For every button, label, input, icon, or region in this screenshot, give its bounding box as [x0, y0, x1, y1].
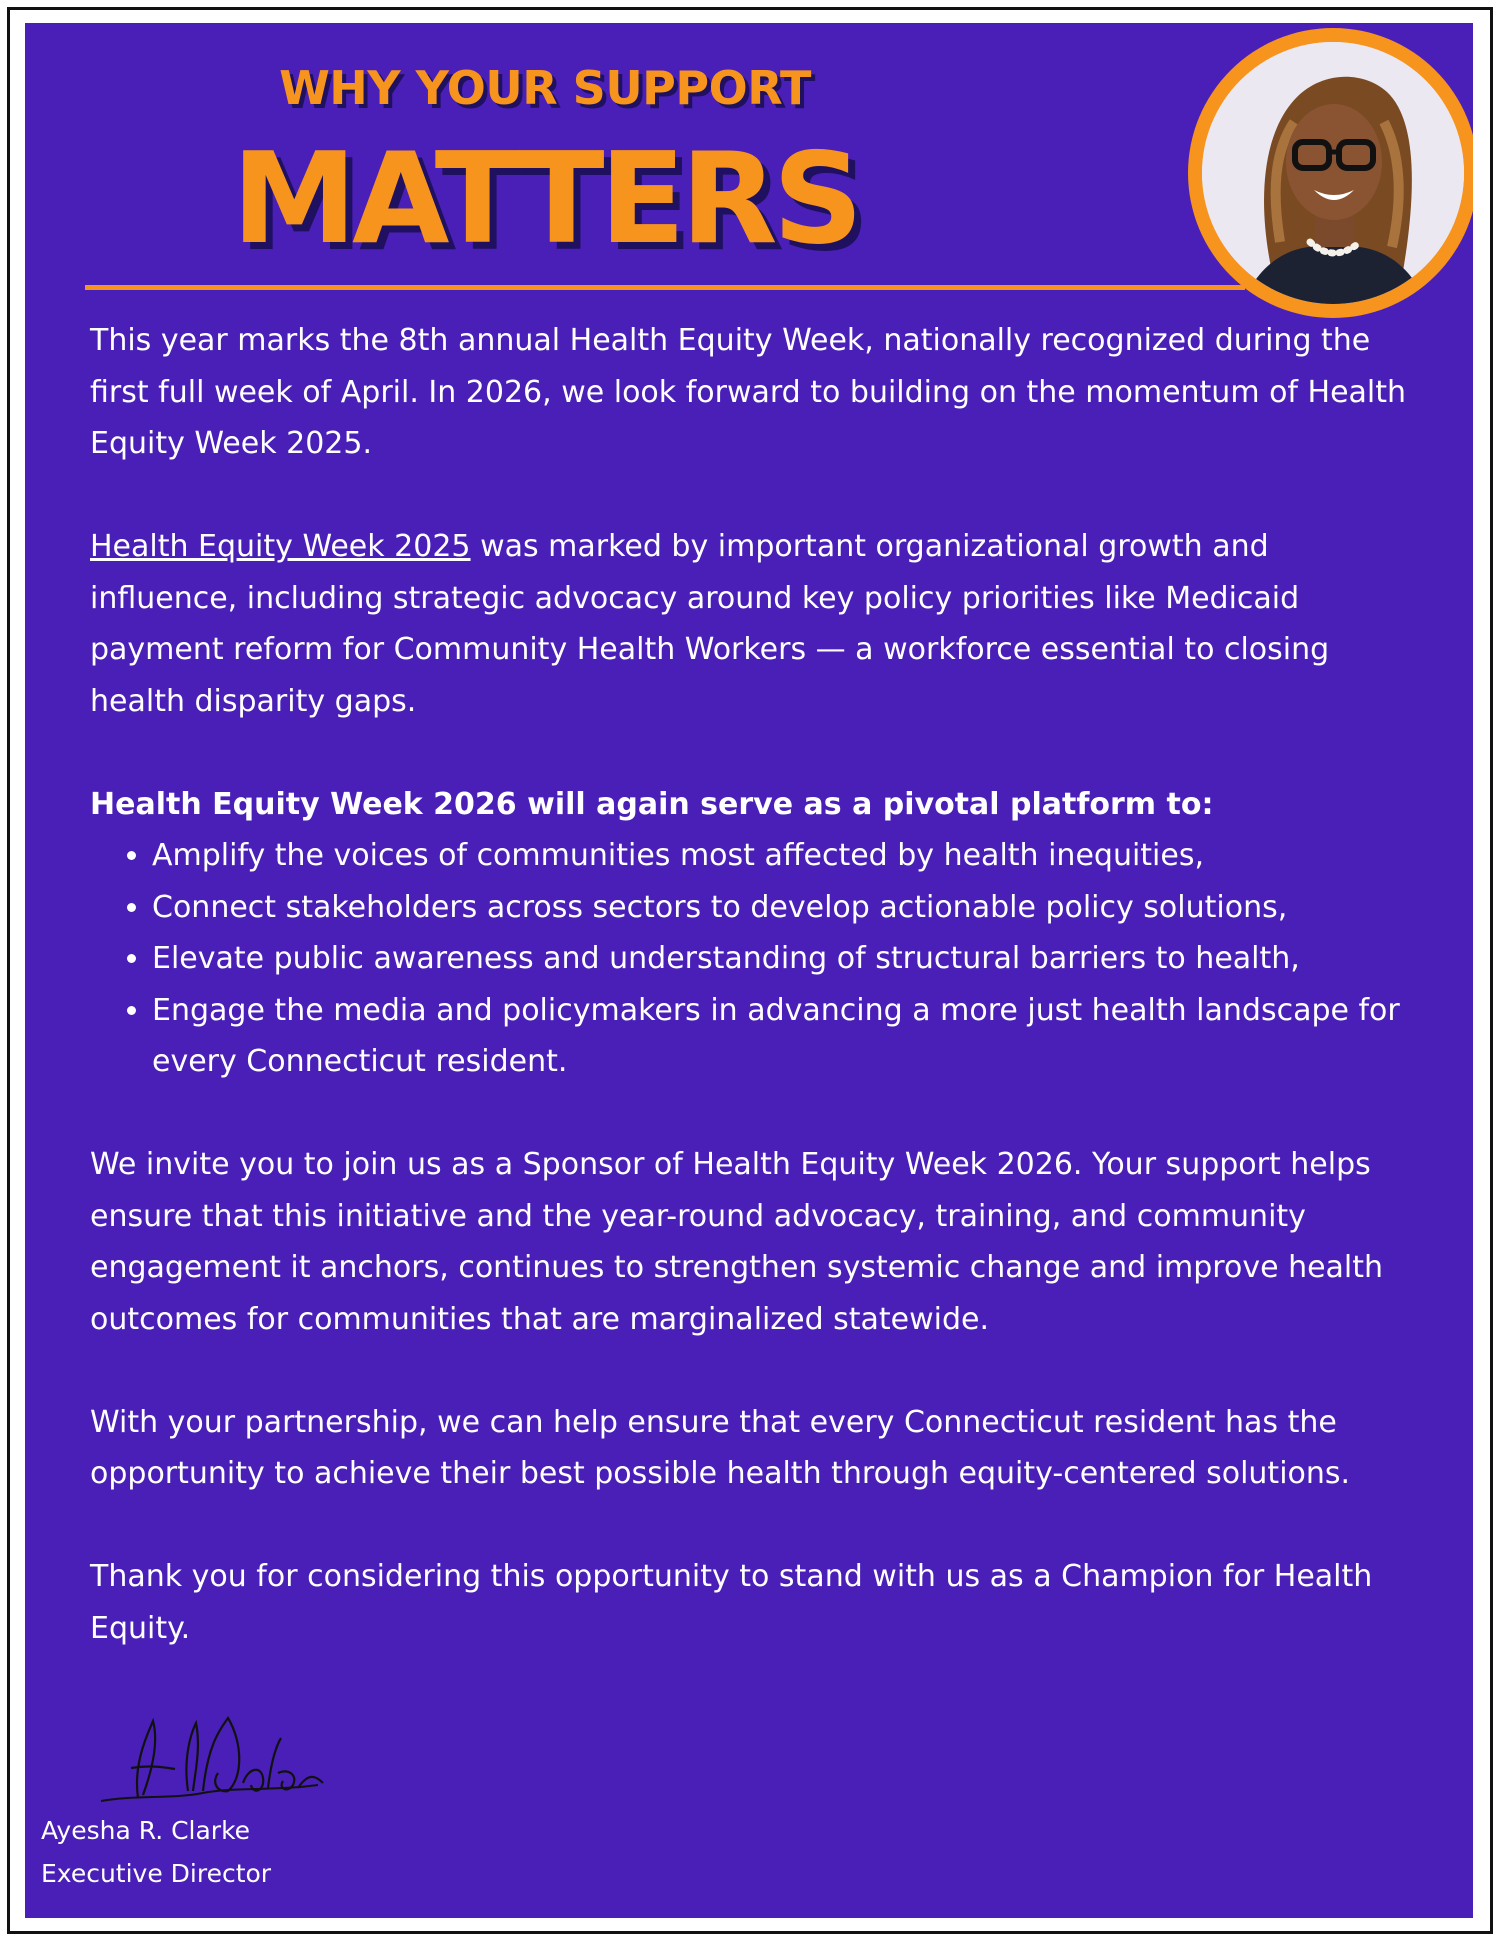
main-headline: MATTERS: [231, 125, 859, 272]
paragraph-2025-recap: [90, 521, 1420, 727]
list-item: • Elevate public awareness and understanding of structural barriers to health,: [152, 933, 1420, 985]
paragraph-thanks: Thank you for considering this opportunity to stand with us as a Champion for Health Equity.: [90, 1559, 1373, 1646]
platform-lead: Health Equity Week 2026 will again serve as a pivotal platform to:: [90, 786, 1214, 822]
letter-body: [90, 315, 1420, 1706]
signer-name: Ayesha R. Clarke: [41, 1816, 251, 1845]
platform-goals-list: [90, 830, 1420, 1088]
list-item: • Amplify the voices of communities most affected by health inequities,: [152, 830, 1420, 882]
hew-2025-link[interactable]: Health Equity Week 2025: [90, 529, 471, 564]
portrait-illustration: [1202, 42, 1464, 304]
paragraph-invitation: We invite you to join us as a Sponsor of Health Equity Week 2026. Your support helps ensure that this initiative and the year-round advocacy, training, and community engagement it anchors, continues to strengthen systemic change and improve health outcomes for communities that are marginalized statewide.: [90, 1147, 1384, 1337]
portrait-frame: [1188, 28, 1473, 318]
portrait-photo: [1202, 42, 1464, 304]
signer-title: Executive Director: [41, 1859, 272, 1888]
list-item: • Connect stakeholders across sectors to develop actionable policy solutions,: [152, 882, 1420, 934]
signature-block: [93, 1703, 353, 1817]
paragraph-partnership: With your partnership, we can help ensure that every Connecticut resident has the opportunity to achieve their best possible health through equity-centered solutions.: [90, 1404, 1351, 1491]
kicker-heading: WHY YOUR SUPPORT: [279, 61, 811, 115]
paragraph-2025-recap-text: was marked by important organizational growth and influence, including strategic advocacy around key policy priorities like Medicaid payment reform for Community Health Workers — a workforce essential to closing health disparity gaps.: [90, 529, 1330, 719]
list-item: • Engage the media and policymakers in advancing a more just health landscape for every Connecticut resident.: [152, 985, 1420, 1088]
header-divider: [85, 285, 1245, 290]
paragraph-intro: This year marks the 8th annual Health Equity Week, nationally recognized during the first full week of April. In 2026, we look forward to building on the momentum of Health Equity Week 2025.: [90, 323, 1407, 461]
letter-panel: [25, 23, 1473, 1918]
handwritten-signature: [93, 1703, 333, 1813]
